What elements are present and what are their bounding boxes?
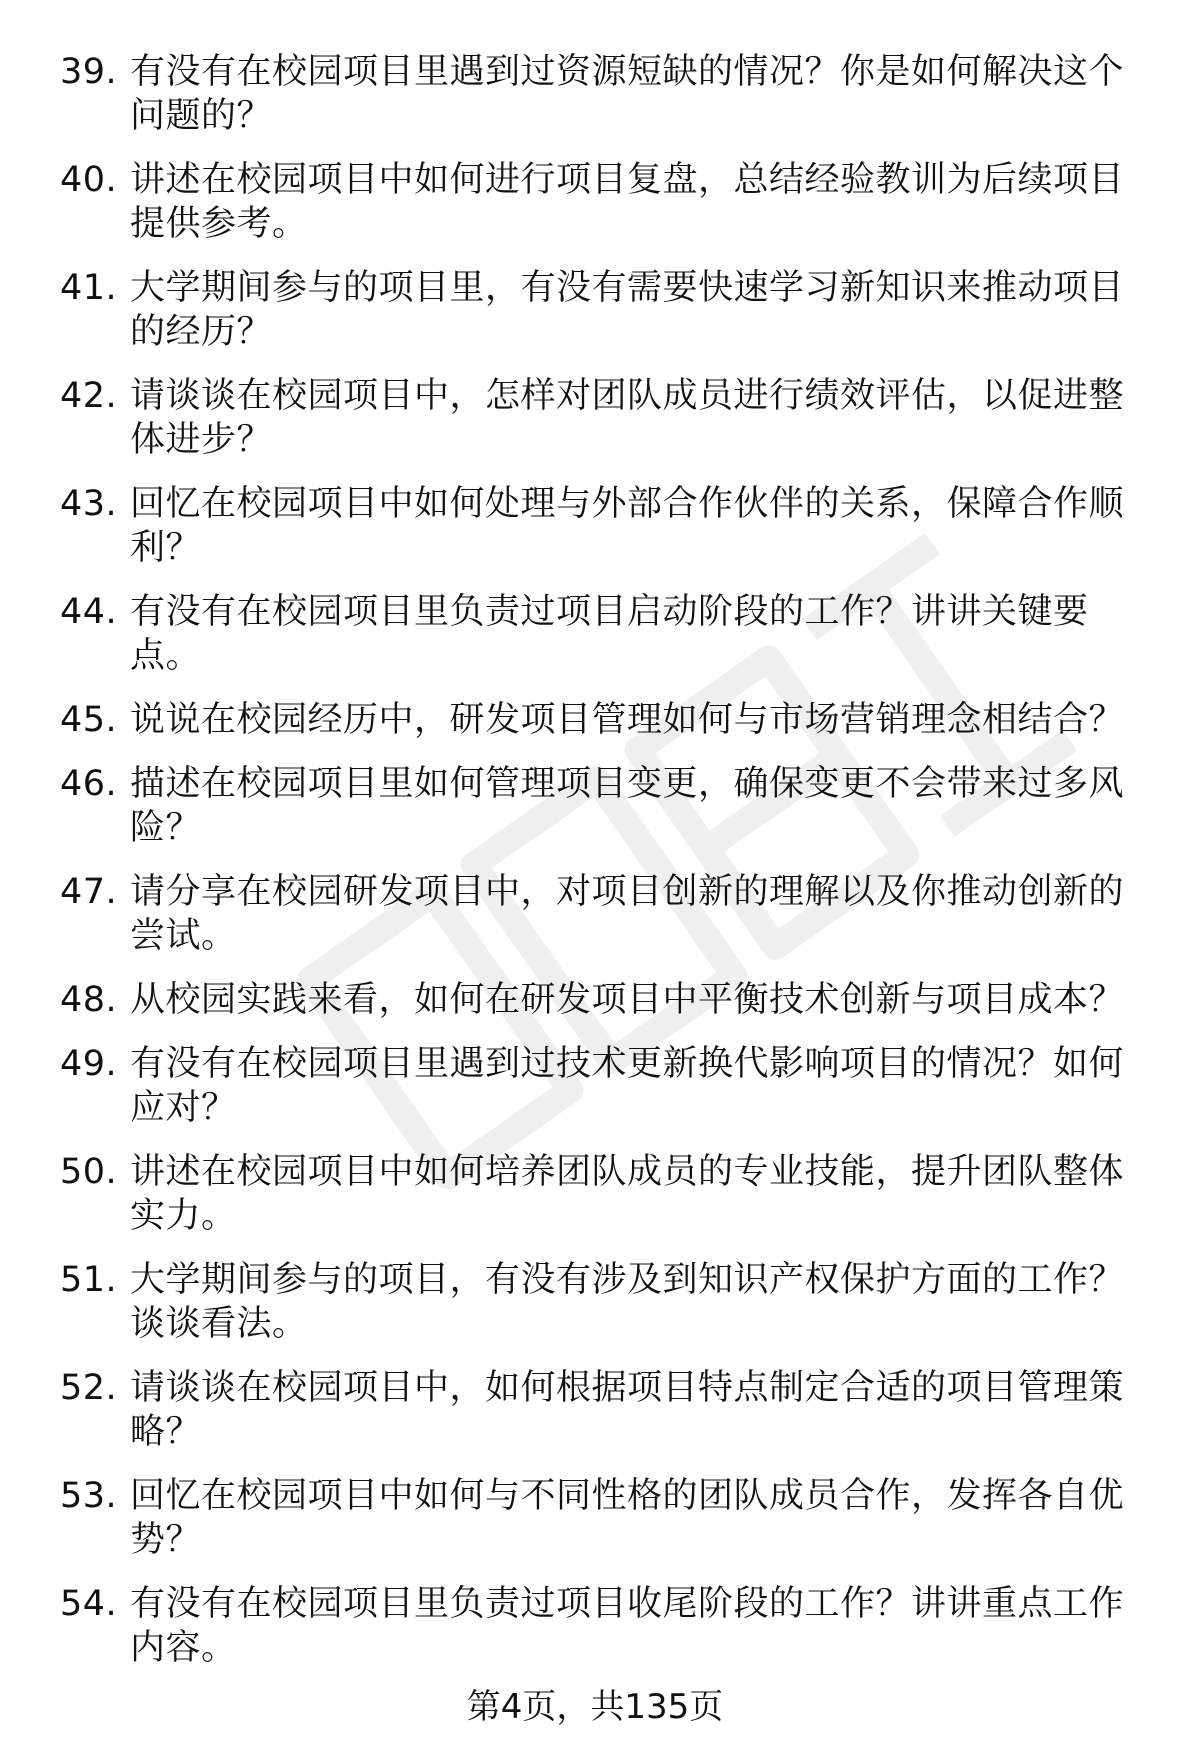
question-item (0, 1366, 1190, 1454)
question-number: 45. (60, 700, 118, 740)
question-item (0, 482, 1190, 570)
question-number: 43. (60, 484, 118, 524)
question-item (0, 1258, 1190, 1346)
question-text: 从校园实践来看，如何在研发项目中平衡技术创新与项目成本？ (130, 980, 1125, 1020)
question-item (0, 50, 1190, 138)
question-text: 请谈谈在校园项目中，如何根据项目特点制定合适的项目管理策略？ (130, 1368, 1125, 1452)
question-item (0, 374, 1190, 462)
question-number: 42. (60, 376, 118, 416)
question-text: 讲述在校园项目中如何进行项目复盘，总结经验教训为后续项目提供参考。 (130, 160, 1125, 244)
question-list (0, 50, 1190, 1690)
question-item (0, 698, 1190, 742)
question-number: 44. (60, 592, 118, 632)
question-number: 41. (60, 268, 118, 308)
question-number: 46. (60, 764, 118, 804)
question-item (0, 1042, 1190, 1130)
question-text: 描述在校园项目里如何管理项目变更，确保变更不会带来过多风险？ (130, 764, 1125, 848)
question-number: 40. (60, 160, 118, 200)
question-item (0, 266, 1190, 354)
question-text: 大学期间参与的项目里，有没有需要快速学习新知识来推动项目的经历？ (130, 268, 1125, 352)
question-number: 53. (60, 1476, 118, 1516)
question-text: 请分享在校园研发项目中，对项目创新的理解以及你推动创新的尝试。 (130, 872, 1125, 956)
page-footer: 第4页，共135页 (466, 1687, 724, 1727)
question-number: 39. (60, 52, 118, 92)
question-item (0, 762, 1190, 850)
question-number: 50. (60, 1152, 118, 1192)
question-text: 有没有在校园项目里遇到过技术更新换代影响项目的情况？如何应对？ (130, 1044, 1125, 1128)
question-text: 大学期间参与的项目，有没有涉及到知识产权保护方面的工作？谈谈看法。 (130, 1260, 1125, 1344)
question-item (0, 1150, 1190, 1238)
question-text: 有没有在校园项目里负责过项目收尾阶段的工作？讲讲重点工作内容。 (130, 1584, 1125, 1668)
question-item (0, 1582, 1190, 1670)
question-number: 49. (60, 1044, 118, 1084)
question-item (0, 870, 1190, 958)
question-number: 47. (60, 872, 118, 912)
question-text: 有没有在校园项目里遇到过资源短缺的情况？你是如何解决这个问题的？ (130, 52, 1125, 136)
question-item (0, 158, 1190, 246)
question-text: 说说在校园经历中，研发项目管理如何与市场营销理念相结合？ (130, 700, 1125, 740)
question-text: 有没有在校园项目里负责过项目启动阶段的工作？讲讲关键要点。 (130, 592, 1089, 676)
question-item (0, 978, 1190, 1022)
question-number: 51. (60, 1260, 118, 1300)
question-number: 54. (60, 1584, 118, 1624)
question-number: 48. (60, 980, 118, 1020)
question-item (0, 590, 1190, 678)
question-item (0, 1474, 1190, 1562)
question-text: 讲述在校园项目中如何培养团队成员的专业技能，提升团队整体实力。 (130, 1152, 1125, 1236)
question-text: 请谈谈在校园项目中，怎样对团队成员进行绩效评估，以促进整体进步？ (130, 376, 1125, 460)
question-number: 52. (60, 1368, 118, 1408)
question-text: 回忆在校园项目中如何与不同性格的团队成员合作，发挥各自优势？ (130, 1476, 1125, 1560)
question-text: 回忆在校园项目中如何处理与外部合作伙伴的关系，保障合作顺利？ (130, 484, 1125, 568)
